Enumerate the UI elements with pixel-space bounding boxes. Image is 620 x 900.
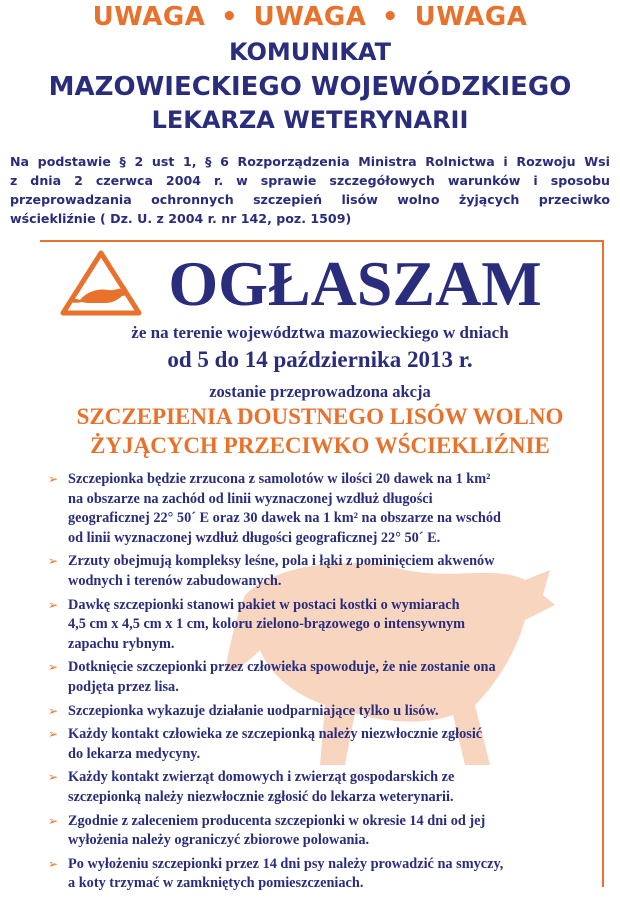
bullet-line: a koty trzymać w zamkniętych pomieszczeniach. xyxy=(68,875,364,892)
bullet-line: na obszarze na zachód od linii wyznaczonej wzdłuż długości xyxy=(68,490,433,507)
bullet-line: Zrzuty obejmują kompleksy leśne, pola i łąki z pominięciem akwenów xyxy=(68,553,495,570)
bullet-line: zapachu rybnym. xyxy=(68,635,175,652)
bullet-item xyxy=(48,552,588,591)
bullet-arrow-icon: ➢ xyxy=(48,597,59,612)
action-title-line: SZCZEPIENIA DOUSTNEGO LISÓW WOLNO xyxy=(76,404,564,429)
bullet-line: podjęta przez lisa. xyxy=(68,678,179,695)
bullet-arrow-icon: ➢ xyxy=(48,770,59,785)
uwaga-word: UWAGA xyxy=(92,2,206,32)
title-line-komunikat: KOMUNIKAT xyxy=(229,38,391,66)
separator-dot: • xyxy=(220,2,239,32)
bullet-item xyxy=(48,470,588,548)
announcement-headline: OGŁASZAM xyxy=(168,248,542,319)
bullet-item xyxy=(48,855,588,894)
uwaga-word: UWAGA xyxy=(414,2,528,32)
bullet-line: wodnych i terenów zabudowanych. xyxy=(68,572,282,589)
uwaga-banner xyxy=(0,2,620,32)
bullet-arrow-icon: ➢ xyxy=(48,660,59,675)
bullet-line: Szczepionka wykazuje działanie uodparniające tylko u lisów. xyxy=(68,702,439,719)
warning-fox-sign-icon xyxy=(60,250,142,316)
legal-basis xyxy=(10,152,610,228)
bullet-arrow-icon: ➢ xyxy=(48,727,59,742)
bullet-item xyxy=(48,812,588,851)
bullet-line: od linii wyznaczonej wzdłuż długości geograficznej 22° 50´ E. xyxy=(68,529,441,546)
date-range: od 5 do 14 października 2013 r. xyxy=(167,347,473,372)
bullet-line: Każdy kontakt zwierząt domowych i zwierząt gospodarskich ze xyxy=(68,769,455,786)
action-title-line: ŻYJĄCYCH PRZECIWKO WŚCIEKLIŹNIE xyxy=(90,433,550,458)
bullet-line: Zgodnie z zaleceniem producenta szczepionki w okresie 14 dni od jej xyxy=(68,812,486,829)
bullet-arrow-icon: ➢ xyxy=(48,554,59,569)
bullet-item xyxy=(48,702,588,722)
bullet-line: 4,5 cm x 4,5 cm x 1 cm, koloru zielono-brązowego o intensywnym xyxy=(68,616,466,633)
bullet-arrow-icon: ➢ xyxy=(48,703,59,718)
bullet-line: szczepionką należy niezwłocznie zgłosić do lekarza weterynarii. xyxy=(68,788,454,805)
legal-line: z dnia 2 czerwca 2004 r. w sprawie szczegółowych warunków i sposobu xyxy=(10,173,610,188)
title-line-lekarza: LEKARZA WETERYNARII xyxy=(151,106,469,134)
separator-dot: • xyxy=(381,2,400,32)
bullet-line: Dawkę szczepionki stanowi pakiet w postaci kostki o wymiarach xyxy=(68,596,460,613)
bullet-line: do lekarza medycyny. xyxy=(68,745,201,762)
uwaga-word: UWAGA xyxy=(253,2,367,32)
bullet-item xyxy=(48,725,588,764)
bullet-item xyxy=(48,658,588,697)
bullet-line: Po wyłożeniu szczepionki przez 14 dni psy należy prowadzić na smyczy, xyxy=(68,855,504,872)
bullet-line: geograficznej 22° 50´ E oraz 30 dawek na 1 km² na obszarze na wschód xyxy=(68,510,501,527)
bullet-item xyxy=(48,768,588,807)
bullet-line: Dotknięcie szczepionki przez człowieka spowoduje, że nie zostanie ona xyxy=(68,659,496,676)
legal-line: Na podstawie § 2 ust 1, § 6 Rozporządzenia Ministra Rolnictwa i Rozwoju Wsi xyxy=(10,154,610,169)
bullet-arrow-icon: ➢ xyxy=(48,813,59,828)
region-text: że na terenie województwa mazowieckiego w dniach xyxy=(131,323,509,342)
bullet-list xyxy=(48,470,588,898)
bullet-line: Każdy kontakt człowieka ze szczepionką należy niezwłocznie zgłosić xyxy=(68,726,483,743)
bullet-line: wyłożenia należy ograniczyć zbiorowe polowania. xyxy=(68,832,370,849)
bullet-item xyxy=(48,596,588,655)
bullet-arrow-icon: ➢ xyxy=(48,472,59,486)
legal-line: przeprowadzania ochronnych szczepień lisów wolno żyjących przeciwko xyxy=(10,192,610,207)
bullet-line: Szczepionka będzie zrzucona z samolotów w ilości 20 dawek na 1 km² xyxy=(68,471,491,487)
title-line-mazowieckiego: MAZOWIECKIEGO WOJEWÓDZKIEGO xyxy=(48,72,572,102)
legal-line: wściekliźnie ( Dz. U. z 2004 r. nr 142, poz. 1509) xyxy=(10,211,352,226)
bullet-arrow-icon: ➢ xyxy=(48,856,59,871)
action-intro: zostanie przeprowadzona akcja xyxy=(209,382,431,401)
